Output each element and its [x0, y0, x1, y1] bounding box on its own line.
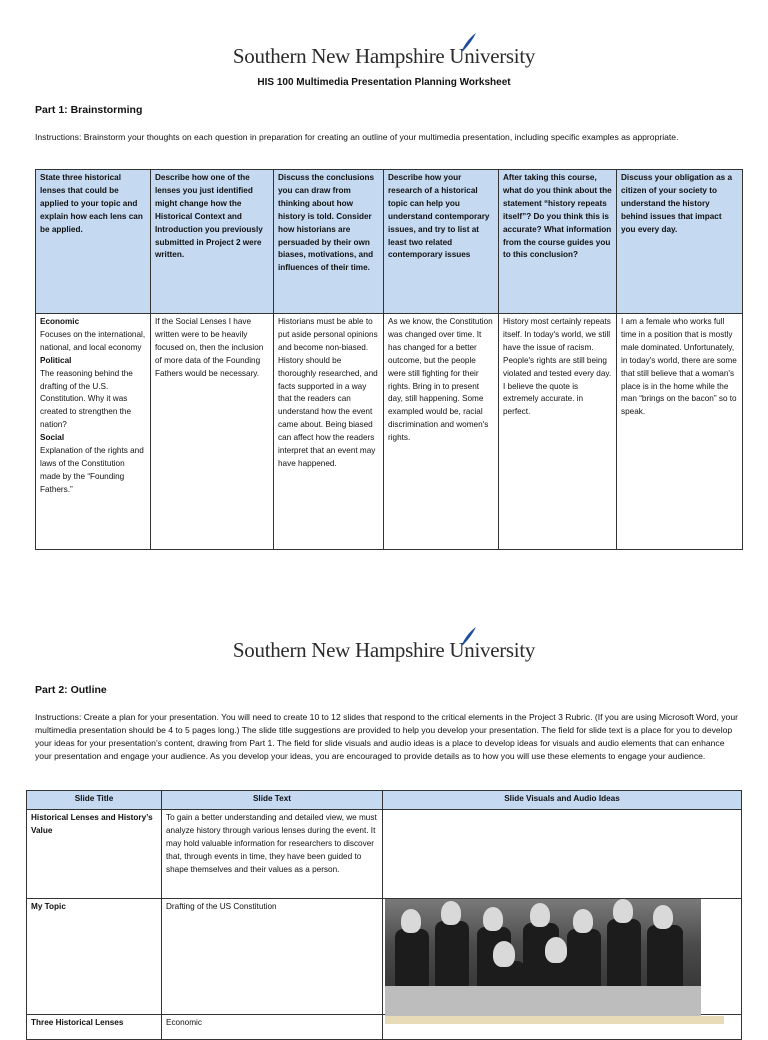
quill-icon [459, 626, 477, 648]
slide-title-cell: Three Historical Lenses [27, 1015, 162, 1040]
lens-cell [36, 314, 151, 550]
table-header-row [27, 791, 742, 810]
table-row [36, 314, 743, 550]
slide-text-cell: To gain a better understanding and detailed view, we must analyze history through various lenses during the event. It may hold valuable information for researchers to discover that, through events in time, they have been guided to shape themselves and their values as a person. [162, 810, 383, 899]
brainstorm-table [35, 169, 743, 550]
part1-heading: Part 1: Brainstorming [35, 104, 143, 116]
social-label: Social [40, 433, 65, 443]
constitution-signing-photo [385, 899, 701, 1016]
logo-text: Southern New Hampshire University [232, 638, 536, 662]
part2-heading: Part 2: Outline [35, 684, 107, 696]
slide-title-cell: My Topic [27, 899, 162, 1015]
photo-caption-strip [385, 1016, 724, 1024]
university-logo-2 [0, 638, 768, 663]
header-cell: State three historical lenses that could be applied to your topic and explain how each lens can be applied. [36, 170, 151, 314]
part1-instructions: Instructions: Brainstorm your thoughts on each question in preparation for creating an outline of your multimedia presentation, including specific examples as appropriate. [35, 132, 679, 142]
table-cell: I am a female who works full time in a position that is mostly male dominated. Unfortunately, in today's world, there are some that still believe that a woman's place is in the home while the man “brings on the bacon” so to speak. [617, 314, 743, 550]
header-slide-text: Slide Text [162, 791, 383, 810]
table-row [27, 810, 742, 899]
table-cell: As we know, the Constitution was changed over time. It has changed for a better outcome, but the people were still fighting for their rights. Bring in to present day, still happening. Some exampled would be, racial discrimination and women's rights. [384, 314, 499, 550]
header-cell: Discuss the conclusions you can draw from thinking about how history is told. Consider how historians are persuaded by their own biases, motivations, and influences of their time. [274, 170, 384, 314]
header-cell: Describe how your research of a historical topic can help you understand contemporary issues, and try to list at least two related contemporary issues [384, 170, 499, 314]
table-cell: History most certainly repeats itself. In today's world, we still have the issue of racism. People's rights are still being violated and tested every day. I believe the quote is extremely accurate. in perfect. [499, 314, 617, 550]
slide-title-cell: Historical Lenses and History’s Value [27, 810, 162, 899]
header-slide-title: Slide Title [27, 791, 162, 810]
part2-instructions: Instructions: Create a plan for your presentation. You will need to create 10 to 12 slides that respond to the critical elements in the Project 3 Rubric. (If you are using Microsoft Word, your multimedia presentation should be 4 to 5 pages long.) The slide title suggestions are provided to help you develop your presentation. The field for slide text is a place for you to develop your ideas for your presentation’s content, drawing from Part 1. The field for slide visuals and audio ideas is a place to develop ideas for visuals and audio elements that can enhance your presentation and engage your audience. As you develop your ideas, you are encouraged to provide details as to how you will use these elements to engage your audience. [35, 712, 738, 761]
slide-text-cell: Drafting of the US Constitution [162, 899, 383, 1015]
table-header-row [36, 170, 743, 314]
economic-text: Focuses on the international, national, and local economy [40, 329, 146, 352]
political-label: Political [40, 355, 72, 365]
slide-visual-cell [383, 810, 742, 899]
header-cell: Discuss your obligation as a citizen of your society to understand the history behind issues that impact you every day. [617, 170, 743, 314]
political-text: The reasoning behind the drafting of the U.S. Constitution. Why it was created to strengthen the nation? [40, 368, 133, 430]
university-logo [0, 44, 768, 69]
document-title: HIS 100 Multimedia Presentation Planning Worksheet [257, 77, 511, 88]
header-cell: After taking this course, what do you think about the statement “history repeats itself”? Do you think this is accurate? What information from the course guides you to this conclusion? [499, 170, 617, 314]
header-cell: Describe how one of the lenses you just identified might change how the Historical Context and Introduction you previously submitted in Project 2 were written. [151, 170, 274, 314]
economic-label: Economic [40, 317, 80, 326]
table-cell: Historians must be able to put aside personal opinions and become non-biased. History should be thoroughly researched, and facts supported in a way that the readers can understand how the event came about. Being biased can affect how the readers interpret that an event may have happened. [274, 314, 384, 550]
header-slide-visuals: Slide Visuals and Audio Ideas [383, 791, 742, 810]
quill-icon [459, 32, 477, 54]
logo-text: Southern New Hampshire University [232, 44, 536, 68]
social-text: Explanation of the rights and laws of the Constitution made by the “Founding Fathers.” [40, 446, 144, 494]
table-cell: If the Social Lenses I have written were to be heavily focused on, then the inclusion of more data of the Founding Fathers would be necessary. [151, 314, 274, 550]
slide-text-cell: Economic [162, 1015, 383, 1040]
